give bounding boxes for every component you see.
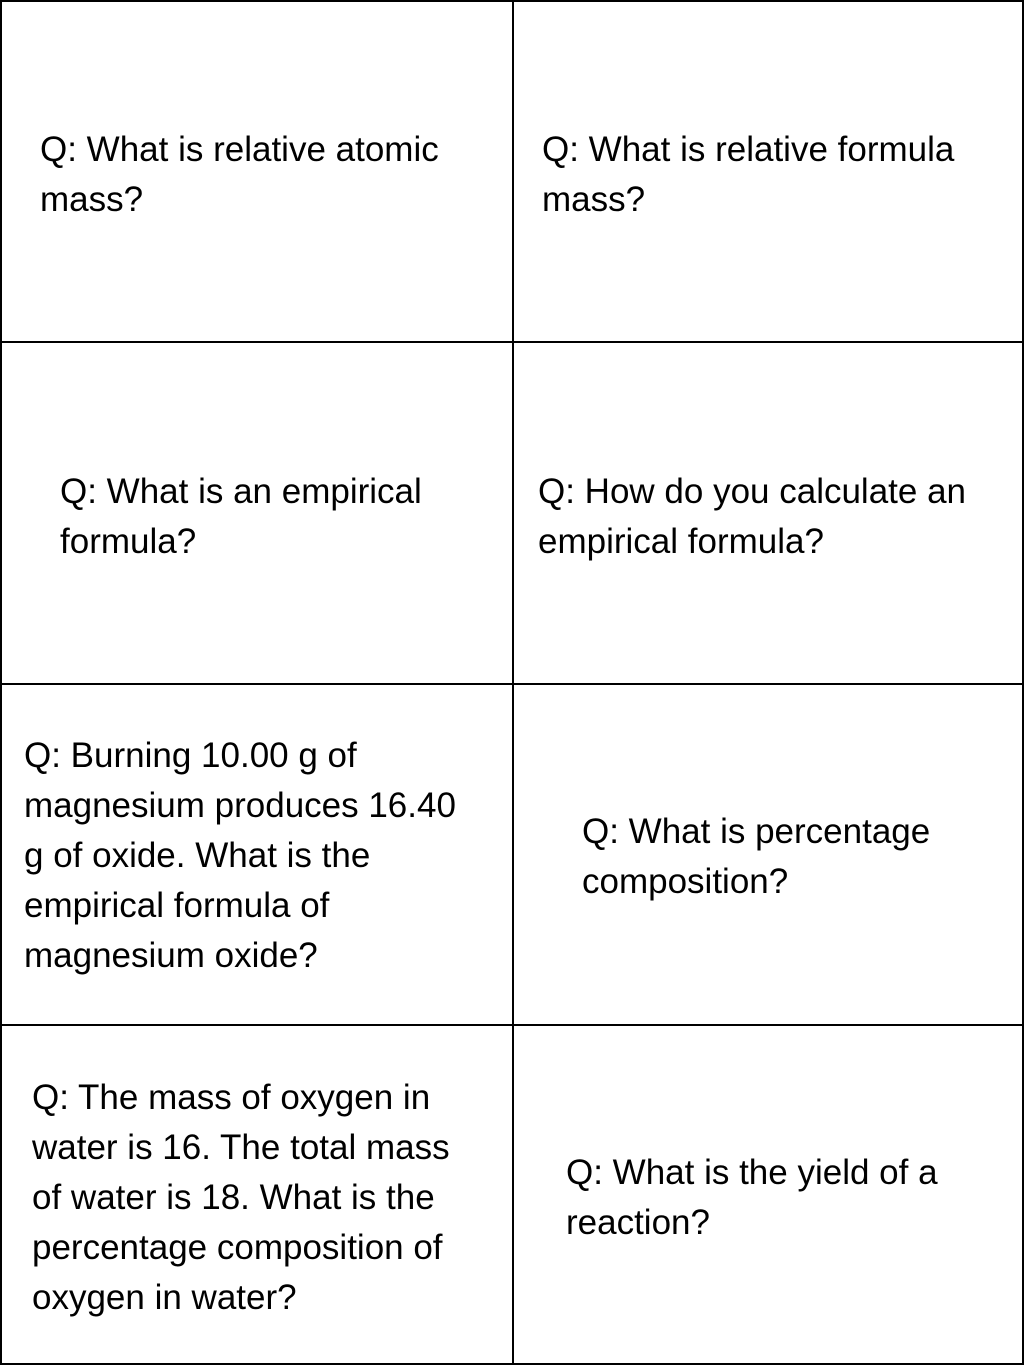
question-text: Q: How do you calculate an empirical formula?	[538, 472, 967, 561]
flashcard-oxygen-in-water	[0, 1024, 514, 1365]
flashcard-percentage-composition	[512, 683, 1024, 1026]
question-text: Q: What is relative atomic mass?	[40, 130, 439, 219]
flashcard-calculate-empirical-formula	[512, 341, 1024, 685]
flashcard-magnesium-oxide	[0, 683, 514, 1026]
question-text: Q: What is percentage composition?	[582, 812, 931, 901]
flashcard-relative-atomic-mass	[0, 0, 514, 343]
flashcard-empirical-formula	[0, 341, 514, 685]
question-text: Q: Burning 10.00 g of magnesium produces 16.40 g of oxide. What is the empirical formula of magnesium oxide?	[24, 736, 456, 975]
flashcard-reaction-yield	[512, 1024, 1024, 1365]
question-text: Q: What is relative formula mass?	[542, 130, 955, 219]
question-text: Q: What is the yield of a reaction?	[566, 1153, 938, 1242]
flashcard-relative-formula-mass	[512, 0, 1024, 343]
question-text: Q: What is an empirical formula?	[60, 472, 422, 561]
question-text: Q: The mass of oxygen in water is 16. The total mass of water is 18. What is the percentage composition of oxygen in water?	[32, 1078, 450, 1317]
